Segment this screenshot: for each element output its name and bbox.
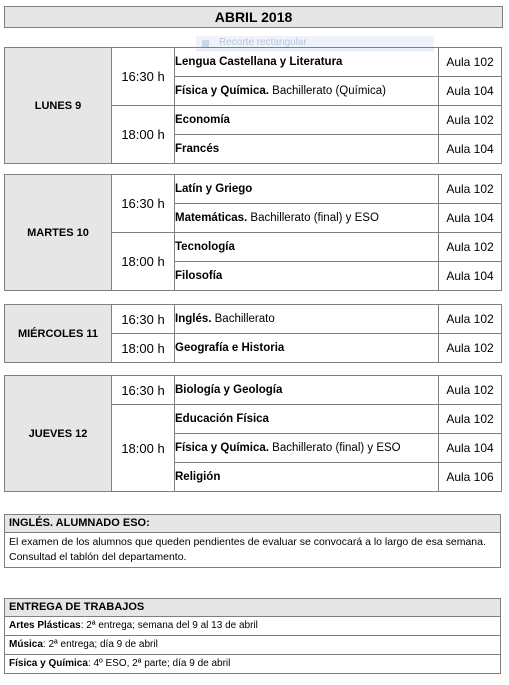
room-cell: Aula 102: [439, 305, 502, 334]
day-label: LUNES 9: [5, 48, 112, 164]
room-cell: Aula 106: [439, 463, 502, 492]
subject-cell: [175, 204, 439, 233]
subject-cell: [175, 106, 439, 135]
entrega-subject: Música: [9, 639, 43, 650]
time-slot: 18:00 h: [112, 405, 175, 492]
list-item: [5, 617, 500, 635]
entrega-subject: Física y Química: [9, 658, 88, 669]
subject-name: Matemáticas.: [175, 212, 248, 224]
page-title: ABRIL 2018: [4, 6, 503, 28]
time-slot: 16:30 h: [112, 48, 175, 106]
room-cell: Aula 102: [439, 405, 502, 434]
room-cell: Aula 102: [439, 233, 502, 262]
room-cell: Aula 104: [439, 262, 502, 291]
subject-cell: [175, 233, 439, 262]
time-slot: 16:30 h: [112, 376, 175, 405]
list-item: [5, 654, 500, 673]
room-cell: Aula 104: [439, 434, 502, 463]
rectangle-snip-icon: [202, 40, 209, 47]
subject-cell: [175, 262, 439, 291]
subject-name: Geografía e Historia: [175, 342, 285, 354]
entrega-detail: : 2ª entrega; día 9 de abril: [42, 639, 158, 650]
room-cell: Aula 102: [439, 376, 502, 405]
subject-cell: [175, 376, 439, 405]
room-cell: Aula 104: [439, 135, 502, 164]
subject-name: Economía: [175, 114, 230, 126]
subject-name: Lengua Castellana y Literatura: [175, 56, 343, 68]
room-cell: Aula 104: [439, 204, 502, 233]
subject-name: Tecnología: [175, 241, 235, 253]
day-table: [4, 47, 502, 164]
subject-cell: [175, 48, 439, 77]
ingles-notice: [4, 514, 501, 568]
list-item: [5, 635, 500, 654]
subject-name: Física y Química.: [175, 442, 269, 454]
time-slot: 18:00 h: [112, 106, 175, 164]
subject-detail: Bachillerato: [211, 313, 275, 325]
time-slot: 18:00 h: [112, 233, 175, 291]
entrega-subject: Artes Plásticas: [9, 620, 81, 631]
room-cell: Aula 102: [439, 106, 502, 135]
ingles-notice-text: El examen de los alumnos que queden pendientes de evaluar se convocará a lo largo de esa semana. Consultad el tablón del departamento.: [9, 536, 486, 563]
day-table: [4, 304, 502, 363]
time-slot: 16:30 h: [112, 175, 175, 233]
day-label: MARTES 10: [5, 175, 112, 291]
subject-cell: [175, 175, 439, 204]
subject-cell: [175, 463, 439, 492]
time-slot: 18:00 h: [112, 334, 175, 363]
subject-cell: [175, 77, 439, 106]
table-row: [5, 175, 502, 204]
room-cell: Aula 104: [439, 77, 502, 106]
day-table: [4, 174, 502, 291]
subject-name: Religión: [175, 471, 221, 483]
room-cell: Aula 102: [439, 175, 502, 204]
subject-cell: [175, 135, 439, 164]
subject-name: Latín y Griego: [175, 183, 253, 195]
room-cell: Aula 102: [439, 48, 502, 77]
subject-name: Física y Química.: [175, 85, 269, 97]
room-cell: Aula 102: [439, 334, 502, 363]
subject-name: Francés: [175, 143, 220, 155]
subject-cell: [175, 405, 439, 434]
entrega-detail: : 2ª entrega; semana del 9 al 13 de abril: [80, 620, 258, 631]
subject-detail: Bachillerato (final) y ESO: [268, 442, 401, 454]
subject-name: Biología y Geología: [175, 384, 283, 396]
subject-name: Filosofía: [175, 270, 223, 282]
entrega-header: ENTREGA DE TRABAJOS: [5, 599, 500, 617]
subject-detail: Bachillerato (Química): [268, 85, 386, 97]
subject-cell: [175, 305, 439, 334]
entrega-detail: : 4º ESO, 2ª parte; día 9 de abril: [87, 658, 231, 669]
table-row: [5, 48, 502, 77]
subject-cell: [175, 434, 439, 463]
day-label: JUEVES 12: [5, 376, 112, 492]
day-table: [4, 375, 502, 492]
subject-detail: Bachillerato (final) y ESO: [247, 212, 379, 224]
entrega-trabajos: [4, 598, 501, 674]
table-row: [5, 305, 502, 334]
snipping-tooltip-label: Recorte rectangular: [219, 37, 307, 48]
subject-cell: [175, 334, 439, 363]
subject-name: Educación Física: [175, 413, 269, 425]
table-row: [5, 376, 502, 405]
time-slot: 16:30 h: [112, 305, 175, 334]
day-label: MIÉRCOLES 11: [5, 305, 112, 363]
subject-name: Inglés.: [175, 313, 212, 325]
ingles-notice-header: INGLÉS. ALUMNADO ESO:: [5, 515, 500, 533]
